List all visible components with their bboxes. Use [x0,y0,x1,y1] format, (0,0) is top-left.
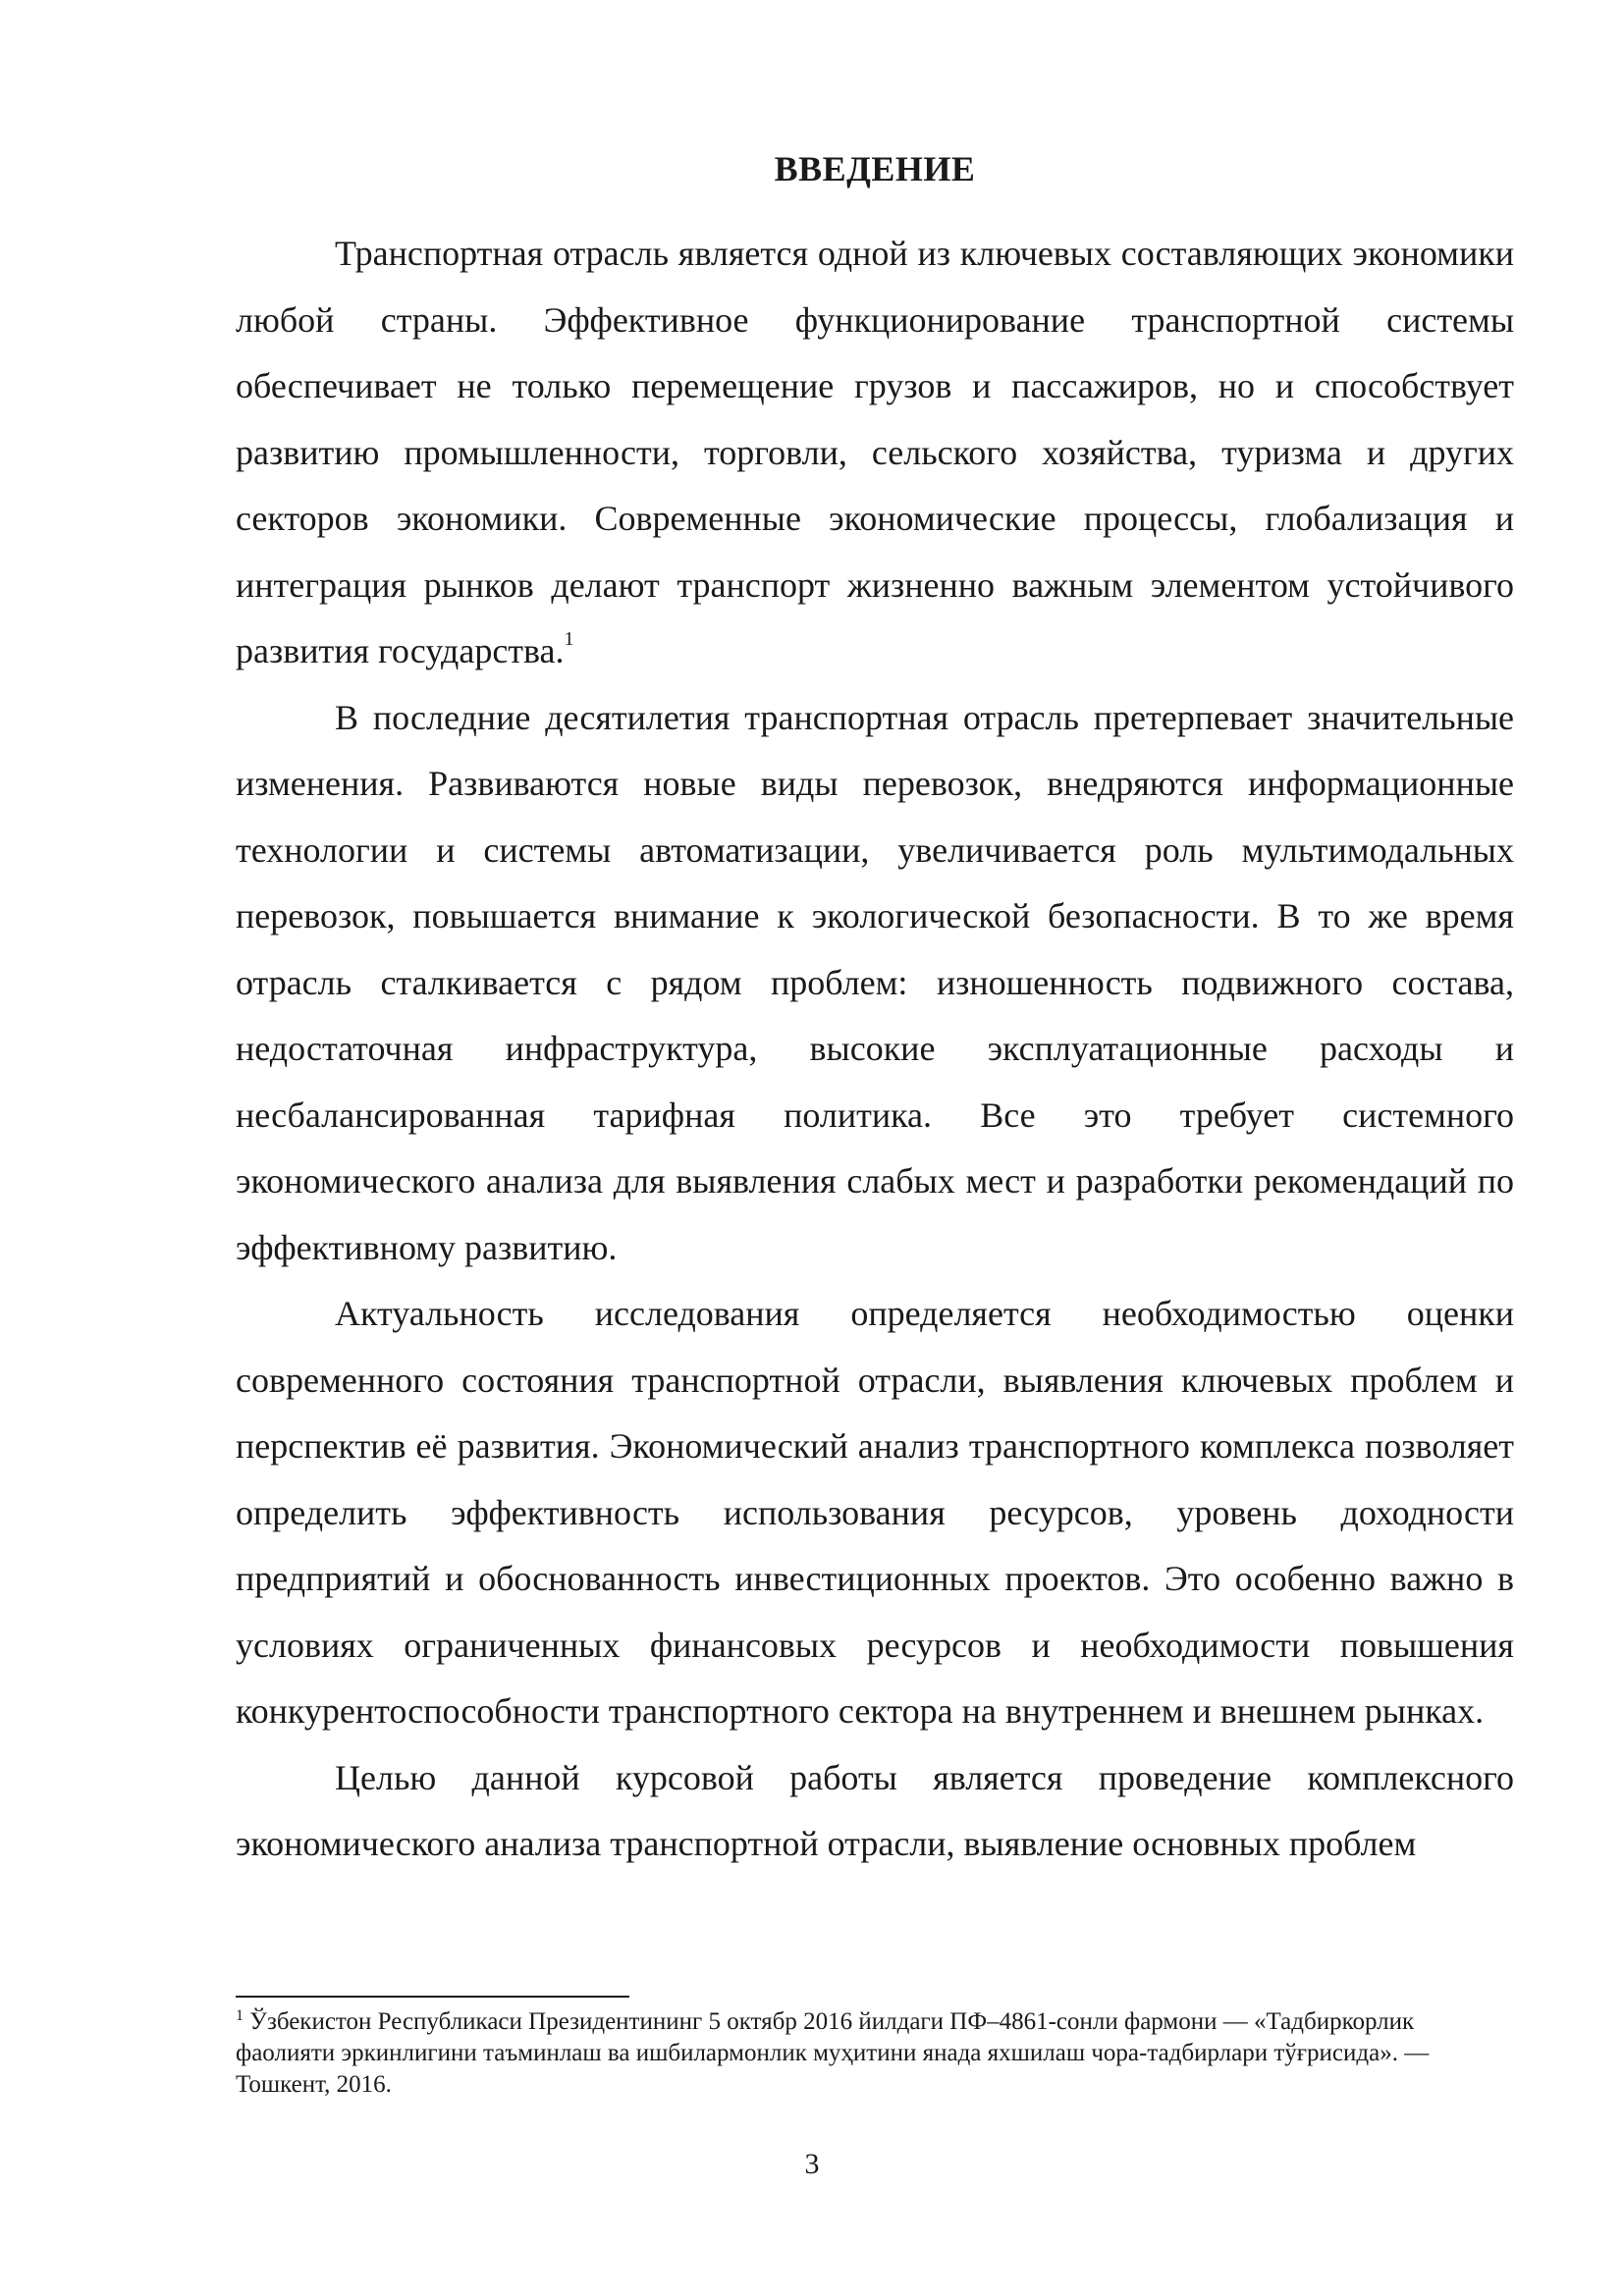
paragraph-text: В последние десятилетия транспортная отрасль претерпевает значительные изменения. Развиваются новые виды перевозок, внедряются информационные технологии и системы автоматизации, увеличивается роль мультимодальных перевозок, повышается внимание к экологической безопасности. В то же время отрасль сталкивается с рядом проблем: изношенность подвижного состава, недостаточная инфраструктура, высокие эксплуатационные расходы и несбалансированная тарифная политика. Все это требует системного экономического анализа для выявления слабых мест и разработки рекомендаций по эффективному развитию. [236,697,1514,1267]
footnote-separator [236,1996,629,1998]
paragraph [236,685,1514,1282]
paragraph-text: Актуальность исследования определяется необходимостью оценки современного состояния транспортной отрасли, выявления ключевых проблем и перспектив её развития. Экономический анализ транспортного комплекса позволяет определить эффективность использования ресурсов, уровень доходности предприятий и обоснованность инвестиционных проектов. Это особенно важно в условиях ограниченных финансовых ресурсов и необходимости повышения конкурентоспособности транспортного сектора на внутреннем и внешнем рынках. [236,1294,1514,1731]
paragraph [236,1745,1514,1878]
footnote-mark: 1 [236,2007,244,2024]
page-number: 3 [804,2148,820,2180]
paragraph-text: Целью данной курсовой работы является проведение комплексного экономического анализа транспортной отрасли, выявление основных проблем [236,1757,1514,1863]
paragraph [236,221,1514,685]
footnote-text: Ўзбекистон Республикаси Президентининг 5 октябр 2016 йилдаги ПФ–4861-сонли фармони — «Тадбиркорлик фаолияти эркинлигини таъминлаш ва ишбилармонлик муҳитини янада яхшилаш чора-тадбирлари тўғрисида». — Тошкент, 2016. [236,2008,1430,2098]
paragraph [236,1281,1514,1745]
footnote-reference[interactable]: 1 [564,628,574,650]
page-title: ВВЕДЕНИЕ [774,149,976,188]
footnote [236,2006,1514,2101]
paragraph-text: Транспортная отрасль является одной из ключевых составляющих экономики любой страны. Эффективное функционирование транспортной системы обеспечивает не только перемещение грузов и пассажиров, но и способствует развитию промышленности, торговли, сельского хозяйства, туризма и других секторов экономики. Современные экономические процессы, глобализация и интеграция рынков делают транспорт жизненно важным элементом устойчивого развития государства. [236,234,1514,670]
main-text [236,221,1514,1878]
